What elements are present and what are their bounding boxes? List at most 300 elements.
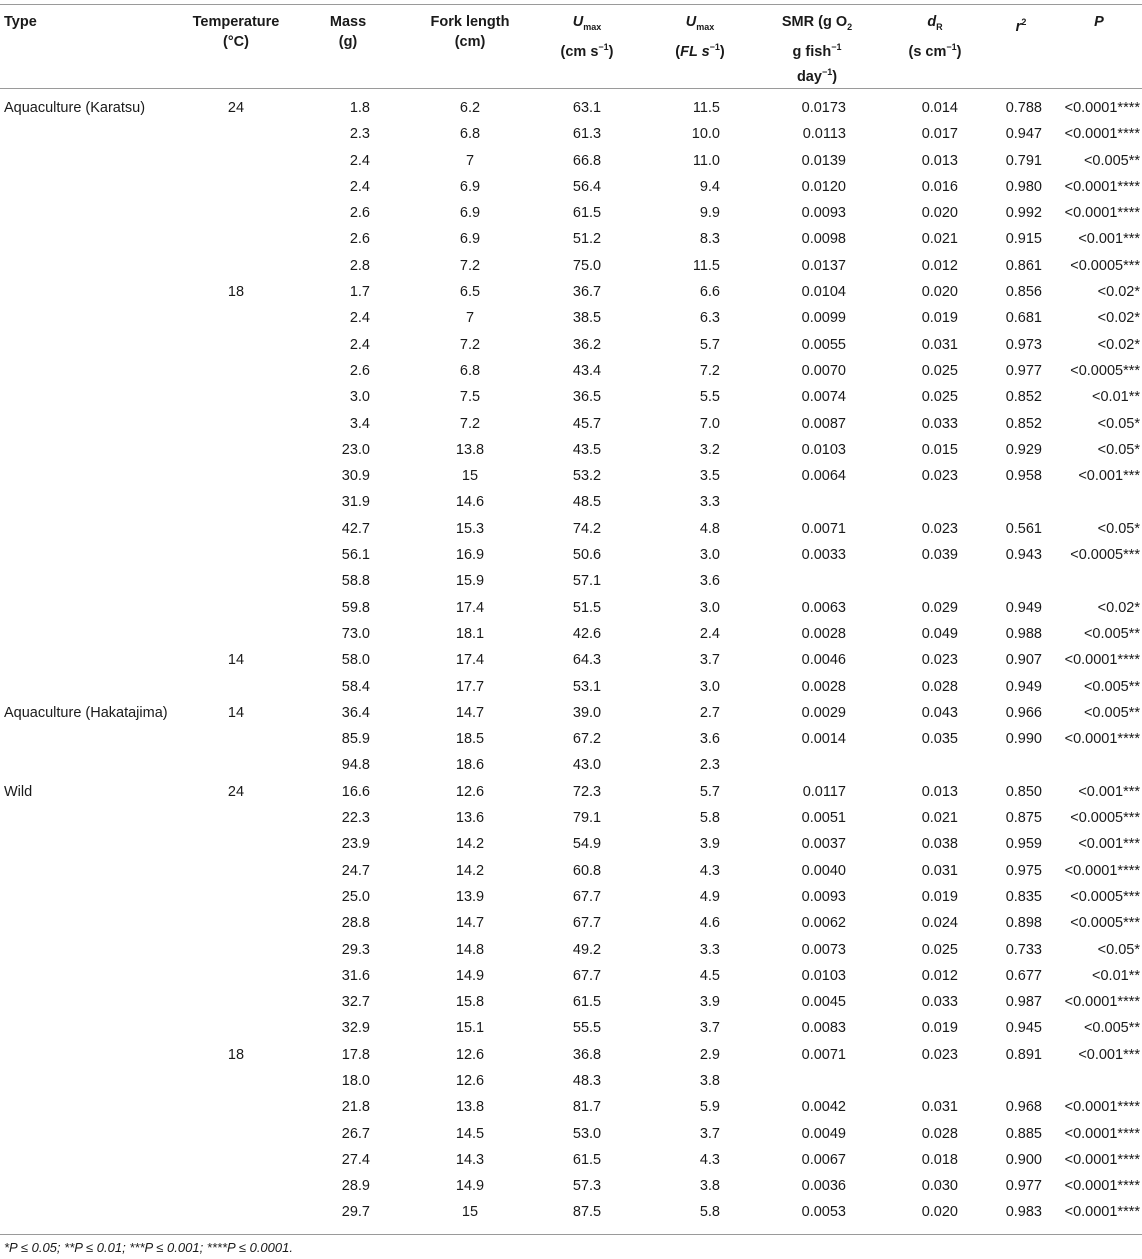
cell-r-squared: 0.915 (1005, 231, 1042, 248)
cell-r-squared: 0.852 (1005, 415, 1042, 432)
cell-smr: 0.0117 (802, 783, 846, 800)
header-rule (0, 88, 1142, 89)
cell-r-squared: 0.959 (1005, 836, 1042, 853)
cell-umax-fl: 7.0 (699, 415, 720, 432)
cell-umax-cm: 67.7 (572, 888, 602, 905)
cell-dr: 0.018 (921, 1151, 958, 1168)
cell-fork-length: 15.1 (455, 1020, 485, 1037)
cell-r-squared: 0.947 (1005, 126, 1042, 143)
cell-umax-fl: 6.3 (699, 310, 720, 327)
cell-p-value: <0.01** (1092, 389, 1140, 406)
cell-mass: 27.4 (341, 1151, 370, 1168)
cell-p-value: <0.0001**** (1064, 1204, 1140, 1221)
cell-dr: 0.014 (921, 100, 958, 116)
cell-umax-fl: 3.0 (699, 547, 720, 564)
cell-mass: 31.6 (341, 967, 370, 984)
cell-p-value: <0.0001**** (1064, 862, 1140, 879)
cell-p-value: <0.001*** (1078, 783, 1140, 800)
table-row (0, 175, 1142, 201)
table-row (0, 149, 1142, 175)
cell-dr: 0.013 (921, 783, 958, 800)
table-row (0, 569, 1142, 595)
cell-p-value: <0.001*** (1078, 468, 1140, 485)
cell-smr: 0.0173 (801, 100, 846, 116)
cell-mass: 36.4 (341, 704, 370, 721)
table-row (0, 122, 1142, 148)
cell-p-value: <0.0001**** (1064, 100, 1140, 116)
cell-mass: 2.3 (349, 126, 370, 143)
cell-umax-fl: 3.3 (699, 941, 720, 958)
cell-dr: 0.035 (921, 731, 958, 748)
cell-fork-length: 13.8 (455, 441, 485, 458)
cell-p-value: <0.0001**** (1064, 731, 1140, 748)
cell-mass: 1.7 (349, 284, 370, 301)
cell-umax-cm: 61.5 (572, 205, 602, 222)
cell-umax-fl: 3.7 (699, 1020, 720, 1037)
cell-p-value: <0.0005*** (1070, 362, 1140, 379)
cell-mass: 26.7 (341, 1125, 370, 1142)
table-row (0, 885, 1142, 911)
cell-temperature: 14 (227, 704, 245, 721)
cell-r-squared: 0.973 (1005, 336, 1042, 353)
cell-umax-fl: 3.0 (699, 678, 720, 695)
table-row (0, 1200, 1142, 1226)
table-row (0, 1043, 1142, 1069)
cell-p-value: <0.0005*** (1070, 810, 1140, 827)
cell-fork-length: 7 (465, 152, 475, 169)
cell-p-value: <0.001*** (1078, 1046, 1140, 1063)
table-row (0, 727, 1142, 753)
cell-umax-fl: 11.5 (692, 100, 720, 116)
cell-mass: 32.9 (341, 1020, 370, 1037)
cell-umax-cm: 57.1 (572, 573, 602, 590)
cell-umax-fl: 4.5 (699, 967, 720, 984)
cell-mass: 94.8 (341, 757, 370, 774)
cell-umax-cm: 43.5 (572, 441, 602, 458)
cell-smr: 0.0083 (801, 1020, 846, 1037)
cell-mass: 3.0 (349, 389, 370, 406)
cell-dr: 0.031 (921, 1099, 958, 1116)
cell-umax-fl: 3.5 (699, 468, 720, 485)
cell-umax-fl: 3.2 (699, 441, 720, 458)
cell-r-squared: 0.977 (1005, 1178, 1042, 1195)
cell-smr: 0.0045 (801, 994, 846, 1011)
table-body (0, 96, 1142, 1227)
cell-umax-fl: 2.7 (699, 704, 720, 721)
cell-mass: 24.7 (341, 862, 370, 879)
cell-umax-cm: 57.3 (572, 1178, 602, 1195)
cell-fork-length: 14.7 (455, 915, 485, 932)
cell-umax-cm: 36.7 (572, 284, 602, 301)
table-row (0, 280, 1142, 306)
cell-smr: 0.0046 (801, 652, 846, 669)
cell-dr: 0.019 (921, 888, 958, 905)
cell-dr: 0.023 (921, 468, 958, 485)
cell-dr: 0.012 (921, 257, 958, 274)
cell-p-value: <0.001*** (1078, 231, 1140, 248)
cell-p-value: <0.05* (1097, 941, 1140, 958)
cell-fork-length: 15.9 (455, 573, 485, 590)
table-row (0, 701, 1142, 727)
cell-smr: 0.0036 (801, 1178, 846, 1195)
cell-p-value: <0.0005*** (1070, 257, 1140, 274)
cell-umax-fl: 5.8 (699, 810, 720, 827)
cell-smr: 0.0029 (801, 704, 846, 721)
cell-umax-fl: 4.8 (699, 520, 720, 537)
cell-fork-length: 7 (465, 310, 475, 327)
cell-fork-length: 17.4 (455, 652, 485, 669)
cell-umax-fl: 5.8 (699, 1204, 720, 1221)
cell-mass: 2.4 (349, 310, 370, 327)
cell-smr: 0.0087 (801, 415, 846, 432)
table-row (0, 359, 1142, 385)
cell-p-value: <0.0001**** (1064, 1099, 1140, 1116)
cell-mass: 29.3 (341, 941, 370, 958)
cell-dr: 0.023 (921, 1046, 958, 1063)
cell-smr: 0.0062 (801, 915, 846, 932)
cell-mass: 17.8 (341, 1046, 370, 1063)
cell-umax-cm: 81.7 (572, 1099, 602, 1116)
cell-dr: 0.023 (921, 652, 958, 669)
cell-type: Wild (4, 783, 33, 800)
cell-fork-length: 18.6 (455, 757, 485, 774)
cell-umax-fl: 4.9 (699, 888, 720, 905)
cell-umax-cm: 49.2 (572, 941, 602, 958)
cell-r-squared: 0.898 (1005, 915, 1042, 932)
cell-dr: 0.038 (921, 836, 958, 853)
cell-umax-fl: 3.3 (699, 494, 720, 511)
table-row (0, 201, 1142, 227)
cell-smr: 0.0139 (801, 152, 846, 169)
cell-umax-fl: 9.4 (699, 178, 720, 195)
cell-dr: 0.043 (921, 704, 958, 721)
cell-fork-length: 13.6 (455, 810, 485, 827)
header-smr: SMR (g $O_2$ g fish$^{-1}$ day$^{-1}$) (781, 14, 853, 85)
cell-dr: 0.021 (921, 810, 958, 827)
header-fork-length: Fork length (cm) (430, 14, 510, 50)
cell-smr: 0.0103 (801, 441, 846, 458)
cell-r-squared: 0.988 (1005, 625, 1042, 642)
cell-r-squared: 0.791 (1005, 152, 1042, 169)
cell-umax-fl: 3.0 (699, 599, 720, 616)
cell-smr: 0.0028 (801, 625, 846, 642)
cell-umax-cm: 43.0 (572, 757, 602, 774)
cell-dr: 0.049 (921, 625, 958, 642)
cell-r-squared: 0.949 (1005, 599, 1042, 616)
table-row (0, 1148, 1142, 1174)
cell-mass: 73.0 (341, 625, 370, 642)
cell-umax-cm: 51.5 (572, 599, 602, 616)
cell-r-squared: 0.561 (1005, 520, 1042, 537)
cell-mass: 2.4 (349, 178, 370, 195)
cell-mass: 56.1 (341, 547, 370, 564)
cell-mass: 23.9 (341, 836, 370, 853)
cell-umax-fl: 2.3 (699, 757, 720, 774)
table-row (0, 254, 1142, 280)
cell-dr: 0.021 (921, 231, 958, 248)
cell-dr: 0.016 (921, 178, 958, 195)
cell-umax-cm: 48.3 (572, 1072, 602, 1089)
cell-p-value: <0.0005*** (1070, 888, 1140, 905)
table-row (0, 675, 1142, 701)
cell-umax-cm: 64.3 (572, 652, 602, 669)
cell-umax-cm: 60.8 (572, 862, 602, 879)
cell-fork-length: 14.5 (455, 1125, 485, 1142)
cell-fork-length: 14.2 (455, 836, 485, 853)
table-row (0, 1122, 1142, 1148)
cell-fork-length: 17.7 (455, 678, 485, 695)
table-row (0, 464, 1142, 490)
cell-fork-length: 12.6 (455, 783, 485, 800)
cell-fork-length: 18.5 (455, 731, 485, 748)
cell-umax-cm: 61.3 (572, 126, 602, 143)
cell-smr: 0.0093 (801, 888, 846, 905)
cell-p-value: <0.05* (1097, 415, 1140, 432)
cell-mass: 30.9 (341, 468, 370, 485)
cell-r-squared: 0.943 (1005, 547, 1042, 564)
cell-dr: 0.020 (921, 205, 958, 222)
table-row (0, 1095, 1142, 1121)
cell-r-squared: 0.891 (1005, 1046, 1042, 1063)
header-type: Type (4, 14, 37, 30)
cell-fork-length: 15.8 (455, 994, 485, 1011)
cell-fork-length: 18.1 (455, 625, 485, 642)
cell-mass: 29.7 (341, 1204, 370, 1221)
cell-r-squared: 0.677 (1005, 967, 1042, 984)
cell-umax-cm: 48.5 (572, 494, 602, 511)
header-umax-cm: $U_{max}$ (cm $s^{-1}$) (560, 14, 614, 60)
cell-dr: 0.028 (921, 1125, 958, 1142)
cell-r-squared: 0.966 (1005, 704, 1042, 721)
cell-mass: 2.8 (349, 257, 370, 274)
cell-p-value: <0.01** (1092, 967, 1140, 984)
cell-smr: 0.0014 (801, 731, 846, 748)
cell-smr: 0.0067 (801, 1151, 846, 1168)
cell-r-squared: 0.788 (1005, 100, 1042, 116)
cell-umax-cm: 54.9 (572, 836, 602, 853)
cell-smr: 0.0064 (801, 468, 846, 485)
cell-umax-cm: 75.0 (572, 257, 602, 274)
cell-umax-fl: 8.3 (699, 231, 720, 248)
cell-umax-fl: 3.8 (699, 1178, 720, 1195)
cell-umax-fl: 2.4 (699, 625, 720, 642)
cell-mass: 58.4 (341, 678, 370, 695)
header-r-squared: $r^2$ (1015, 17, 1027, 35)
cell-fork-length: 12.6 (455, 1046, 485, 1063)
header-temperature: Temperature (°C) (192, 14, 280, 50)
cell-dr: 0.031 (921, 336, 958, 353)
cell-umax-cm: 61.5 (572, 1151, 602, 1168)
cell-umax-fl: 3.9 (699, 994, 720, 1011)
cell-r-squared: 0.929 (1005, 441, 1042, 458)
cell-umax-fl: 11.0 (692, 152, 720, 169)
cell-type: Aquaculture (Hakatajima) (4, 704, 168, 721)
top-rule (0, 4, 1142, 5)
table-row (0, 753, 1142, 779)
cell-umax-cm: 87.5 (572, 1204, 602, 1221)
cell-umax-fl: 3.7 (699, 652, 720, 669)
cell-p-value: <0.05* (1097, 520, 1140, 537)
cell-smr: 0.0099 (801, 310, 846, 327)
header-dr: $d_R$ (s $cm^{-1}$) (908, 14, 962, 60)
bottom-rule (0, 1234, 1142, 1235)
cell-fork-length: 6.9 (459, 205, 481, 222)
cell-p-value: <0.0001**** (1064, 1178, 1140, 1195)
table-row (0, 543, 1142, 569)
table-row (0, 490, 1142, 516)
cell-umax-cm: 45.7 (572, 415, 602, 432)
cell-fork-length: 14.9 (455, 967, 485, 984)
table-row (0, 1069, 1142, 1095)
cell-r-squared: 0.852 (1005, 389, 1042, 406)
cell-fork-length: 17.4 (455, 599, 485, 616)
cell-dr: 0.024 (921, 915, 958, 932)
cell-r-squared: 0.835 (1005, 888, 1042, 905)
cell-p-value: <0.001*** (1078, 836, 1140, 853)
cell-fork-length: 15 (461, 1204, 479, 1221)
cell-smr: 0.0103 (801, 967, 846, 984)
cell-umax-cm: 36.2 (572, 336, 602, 353)
cell-fork-length: 7.2 (459, 415, 481, 432)
cell-umax-fl: 3.7 (699, 1125, 720, 1142)
cell-umax-cm: 53.2 (572, 468, 602, 485)
cell-umax-cm: 50.6 (572, 547, 602, 564)
cell-temperature: 18 (227, 1046, 245, 1063)
cell-dr: 0.025 (921, 389, 958, 406)
cell-p-value: <0.02* (1097, 310, 1140, 327)
cell-r-squared: 0.856 (1005, 284, 1042, 301)
cell-umax-cm: 51.2 (572, 231, 602, 248)
cell-umax-cm: 74.2 (572, 520, 602, 537)
cell-r-squared: 0.980 (1005, 178, 1042, 195)
table-row (0, 385, 1142, 411)
cell-r-squared: 0.681 (1005, 310, 1042, 327)
cell-umax-fl: 11.5 (692, 257, 720, 274)
cell-p-value: <0.02* (1097, 336, 1140, 353)
cell-fork-length: 7.5 (459, 389, 481, 406)
cell-p-value: <0.0001**** (1064, 178, 1140, 195)
header-mass: Mass (g) (329, 14, 367, 50)
table-row (0, 938, 1142, 964)
cell-umax-cm: 79.1 (572, 810, 602, 827)
table-row (0, 438, 1142, 464)
cell-umax-cm: 36.8 (572, 1046, 602, 1063)
cell-smr: 0.0093 (801, 205, 846, 222)
cell-mass: 32.7 (341, 994, 370, 1011)
cell-p-value: <0.02* (1097, 284, 1140, 301)
cell-umax-cm: 38.5 (572, 310, 602, 327)
cell-dr: 0.029 (921, 599, 958, 616)
cell-fork-length: 14.9 (455, 1178, 485, 1195)
cell-smr: 0.0042 (801, 1099, 846, 1116)
cell-fork-length: 14.2 (455, 862, 485, 879)
cell-umax-fl: 4.3 (699, 1151, 720, 1168)
cell-p-value: <0.005** (1083, 625, 1140, 642)
cell-smr: 0.0071 (801, 520, 846, 537)
cell-dr: 0.039 (921, 547, 958, 564)
cell-mass: 28.8 (341, 915, 370, 932)
cell-smr: 0.0051 (801, 810, 846, 827)
table-row (0, 911, 1142, 937)
cell-dr: 0.031 (921, 862, 958, 879)
table-row (0, 306, 1142, 332)
cell-fork-length: 7.2 (459, 257, 481, 274)
cell-smr: 0.0098 (801, 231, 846, 248)
cell-temperature: 24 (227, 100, 245, 116)
cell-fork-length: 14.8 (455, 941, 485, 958)
cell-p-value: <0.0001**** (1064, 1125, 1140, 1142)
cell-smr: 0.0037 (801, 836, 846, 853)
cell-mass: 58.0 (341, 652, 370, 669)
cell-umax-cm: 67.7 (572, 967, 602, 984)
cell-umax-fl: 5.7 (699, 336, 720, 353)
cell-umax-cm: 67.2 (572, 731, 602, 748)
table-row (0, 806, 1142, 832)
cell-temperature: 24 (227, 783, 245, 800)
cell-p-value: <0.0005*** (1070, 547, 1140, 564)
table-row (0, 780, 1142, 806)
table-row (0, 832, 1142, 858)
table-row (0, 596, 1142, 622)
table-row (0, 96, 1142, 122)
cell-fork-length: 14.7 (455, 704, 485, 721)
cell-r-squared: 0.907 (1005, 652, 1042, 669)
cell-dr: 0.020 (921, 1204, 958, 1221)
cell-r-squared: 0.977 (1005, 362, 1042, 379)
cell-r-squared: 0.992 (1005, 205, 1042, 222)
cell-fork-length: 13.8 (455, 1099, 485, 1116)
cell-smr: 0.0073 (801, 941, 846, 958)
cell-umax-cm: 42.6 (572, 625, 602, 642)
cell-p-value: <0.0001**** (1064, 652, 1140, 669)
cell-r-squared: 0.875 (1005, 810, 1042, 827)
cell-smr: 0.0049 (801, 1125, 846, 1142)
cell-r-squared: 0.987 (1005, 994, 1042, 1011)
cell-r-squared: 0.850 (1005, 783, 1042, 800)
cell-dr: 0.030 (921, 1178, 958, 1195)
cell-r-squared: 0.968 (1005, 1099, 1042, 1116)
cell-smr: 0.0040 (801, 862, 846, 879)
cell-umax-fl: 3.9 (699, 836, 720, 853)
cell-umax-cm: 56.4 (572, 178, 602, 195)
table-row (0, 517, 1142, 543)
cell-umax-cm: 72.3 (572, 783, 602, 800)
cell-fork-length: 16.9 (455, 547, 485, 564)
cell-temperature: 14 (227, 652, 245, 669)
cell-mass: 23.0 (341, 441, 370, 458)
cell-smr: 0.0055 (801, 336, 846, 353)
cell-umax-cm: 66.8 (572, 152, 602, 169)
cell-r-squared: 0.861 (1005, 257, 1042, 274)
cell-fork-length: 7.2 (459, 336, 481, 353)
cell-r-squared: 0.733 (1005, 941, 1042, 958)
cell-r-squared: 0.885 (1005, 1125, 1042, 1142)
cell-mass: 42.7 (341, 520, 370, 537)
table-row (0, 412, 1142, 438)
cell-umax-fl: 4.6 (699, 915, 720, 932)
cell-fork-length: 6.8 (459, 362, 481, 379)
cell-mass: 16.6 (341, 783, 370, 800)
table-row (0, 859, 1142, 885)
cell-mass: 3.4 (349, 415, 370, 432)
cell-temperature: 18 (227, 284, 245, 301)
cell-r-squared: 0.975 (1005, 862, 1042, 879)
cell-mass: 58.8 (341, 573, 370, 590)
cell-dr: 0.019 (921, 1020, 958, 1037)
cell-umax-cm: 63.1 (572, 100, 602, 116)
cell-r-squared: 0.900 (1005, 1151, 1042, 1168)
table-footnote: *P ≤ 0.05; **P ≤ 0.01; ***P ≤ 0.001; ****P ≤ 0.0001. (4, 1240, 293, 1255)
